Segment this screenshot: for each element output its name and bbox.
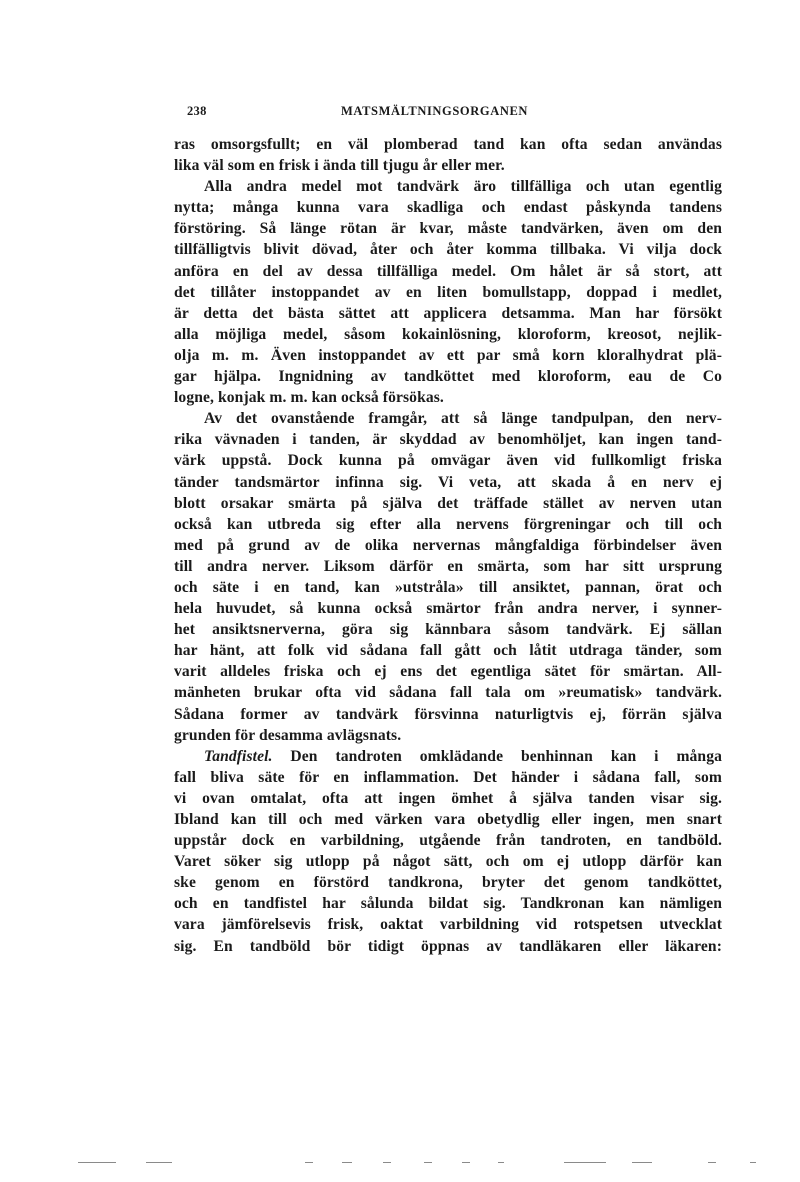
scan-mark	[78, 1162, 116, 1163]
text-line: till andra nerver. Liksom därför en smärta, som har sitt ursprung	[174, 557, 722, 575]
text-line: varit alldeles friska och ej ens det egentliga sätet för smärtan. All-	[174, 663, 722, 681]
page-number: 238	[187, 104, 207, 118]
scan-mark	[498, 1162, 504, 1163]
text-line: hela huvudet, så kunna också smärtor från andra nerver, i synner-	[174, 600, 722, 618]
text-line: fall bliva säte för en inflammation. Det händer i sådana fall, som	[174, 768, 722, 786]
section-heading: Tandfistel.	[204, 747, 273, 765]
scan-mark	[564, 1162, 606, 1163]
text-line: har hänt, att folk vid sådana fall gått och låtit utdraga tänder, som	[174, 642, 722, 660]
scan-mark	[750, 1162, 756, 1163]
text-line: och säte i en tand, kan »utstråla» till ansiktet, pannan, örat och	[174, 578, 722, 596]
text-line: Alla andra medel mot tandvärk äro tillfälliga och utan egentlig	[204, 178, 722, 196]
text-line: är detta det bästa sättet att applicera detsamma. Man har försökt	[174, 304, 722, 322]
scan-mark	[462, 1162, 470, 1163]
text-line: logne, konjak m. m. kan också försökas.	[174, 389, 444, 407]
text-line: sig. En tandböld bör tidigt öppnas av tandläkaren eller läkaren:	[174, 937, 722, 955]
text-line: grunden för desamma avlägsnats.	[174, 726, 402, 744]
scan-mark	[383, 1162, 391, 1163]
scan-mark	[424, 1162, 432, 1163]
text-line: anföra en del av dessa tillfälliga medel. Om hålet är så stort, att	[174, 262, 722, 280]
text-line: Ibland kan till och med värken vara obetydlig eller ingen, men snart	[174, 811, 722, 828]
scan-mark	[708, 1162, 716, 1163]
text-line: alla möjliga medel, såsom kokainlösning, kloroform, kreosot, nejlik-	[174, 325, 722, 343]
text-line: lika väl som en frisk i ända till tjugu år eller mer.	[174, 157, 505, 175]
text-line: det tillåter instoppandet av en liten bomullstapp, doppad i medlet,	[174, 283, 722, 301]
text-line: med på grund av de olika nervernas mångfaldiga förbindelser även	[174, 536, 722, 554]
text-line: värk uppstå. Dock kunna på omvägar även vid fullkomligt friska	[174, 452, 722, 470]
text-line-tail: Den tandroten omklädande benhinnan kan i många	[290, 747, 722, 765]
text-line: också kan utbreda sig efter alla nervens förgreningar och till och	[174, 515, 722, 533]
scan-mark	[632, 1162, 652, 1163]
text-line: Av det ovanstående framgår, att så länge tandpulpan, den nerv-	[204, 410, 722, 428]
text-line: Varet söker sig utlopp på något sätt, och om ej utlopp därför kan	[174, 853, 722, 871]
text-line: blott orsakar smärta på själva det träffade stället av nerven utan	[174, 494, 722, 512]
text-line: ske genom en förstörd tandkrona, bryter det genom tandköttet,	[174, 874, 722, 892]
text-line: het ansiktsnerverna, göra sig kännbara såsom tandvärk. Ej sällan	[174, 621, 722, 639]
text-line: ras omsorgsfullt; en väl plomberad tand kan ofta sedan användas	[174, 136, 722, 153]
body-text	[174, 134, 722, 957]
text-line: Sådana former av tandvärk försvinna naturligtvis ej, förrän själva	[174, 705, 722, 723]
scan-mark	[342, 1162, 352, 1163]
text-line: tillfälligtvis blivit dövad, åter och åter komma tillbaka. Vi vilja dock	[174, 241, 722, 259]
text-line: tänder tandsmärtor infinna sig. Vi veta, att skada å en nerv ej	[174, 473, 722, 491]
text-line: uppstår dock en varbildning, utgående från tandroten, en tandböld.	[174, 832, 722, 850]
scan-mark	[305, 1162, 313, 1163]
text-line: olja m. m. Även instoppandet av ett par små korn kloralhydrat plä-	[174, 346, 722, 364]
text-line: nytta; många kunna vara skadliga och endast påskynda tandens	[174, 199, 722, 217]
text-line: förstöring. Så länge rötan är kvar, måste tandvärken, även om den	[174, 220, 722, 238]
text-line: mänheten brukar ofta vid sådana fall tala om »reumatisk» tandvärk.	[174, 684, 722, 702]
text-line: och en tandfistel har sålunda bildat sig. Tandkronan kan nämligen	[174, 895, 722, 913]
scan-mark	[146, 1162, 172, 1163]
text-line: gar hjälpa. Ingnidning av tandköttet med kloroform, eau de Co	[174, 368, 722, 386]
running-title: MATSMÄLTNINGSORGANEN	[341, 104, 529, 118]
scan-artifacts	[0, 1158, 800, 1166]
running-head	[187, 104, 718, 124]
text-line	[174, 746, 722, 767]
text-line: rika vävnaden i tanden, är skyddad av benomhöljet, kan ingen tand-	[174, 431, 722, 449]
text-line: vara jämförelsevis frisk, oaktat varbildning vid rotspetsen utvecklat	[174, 916, 722, 934]
text-line: vi ovan omtalat, ofta att ingen ömhet å själva tanden visar sig.	[174, 789, 722, 807]
